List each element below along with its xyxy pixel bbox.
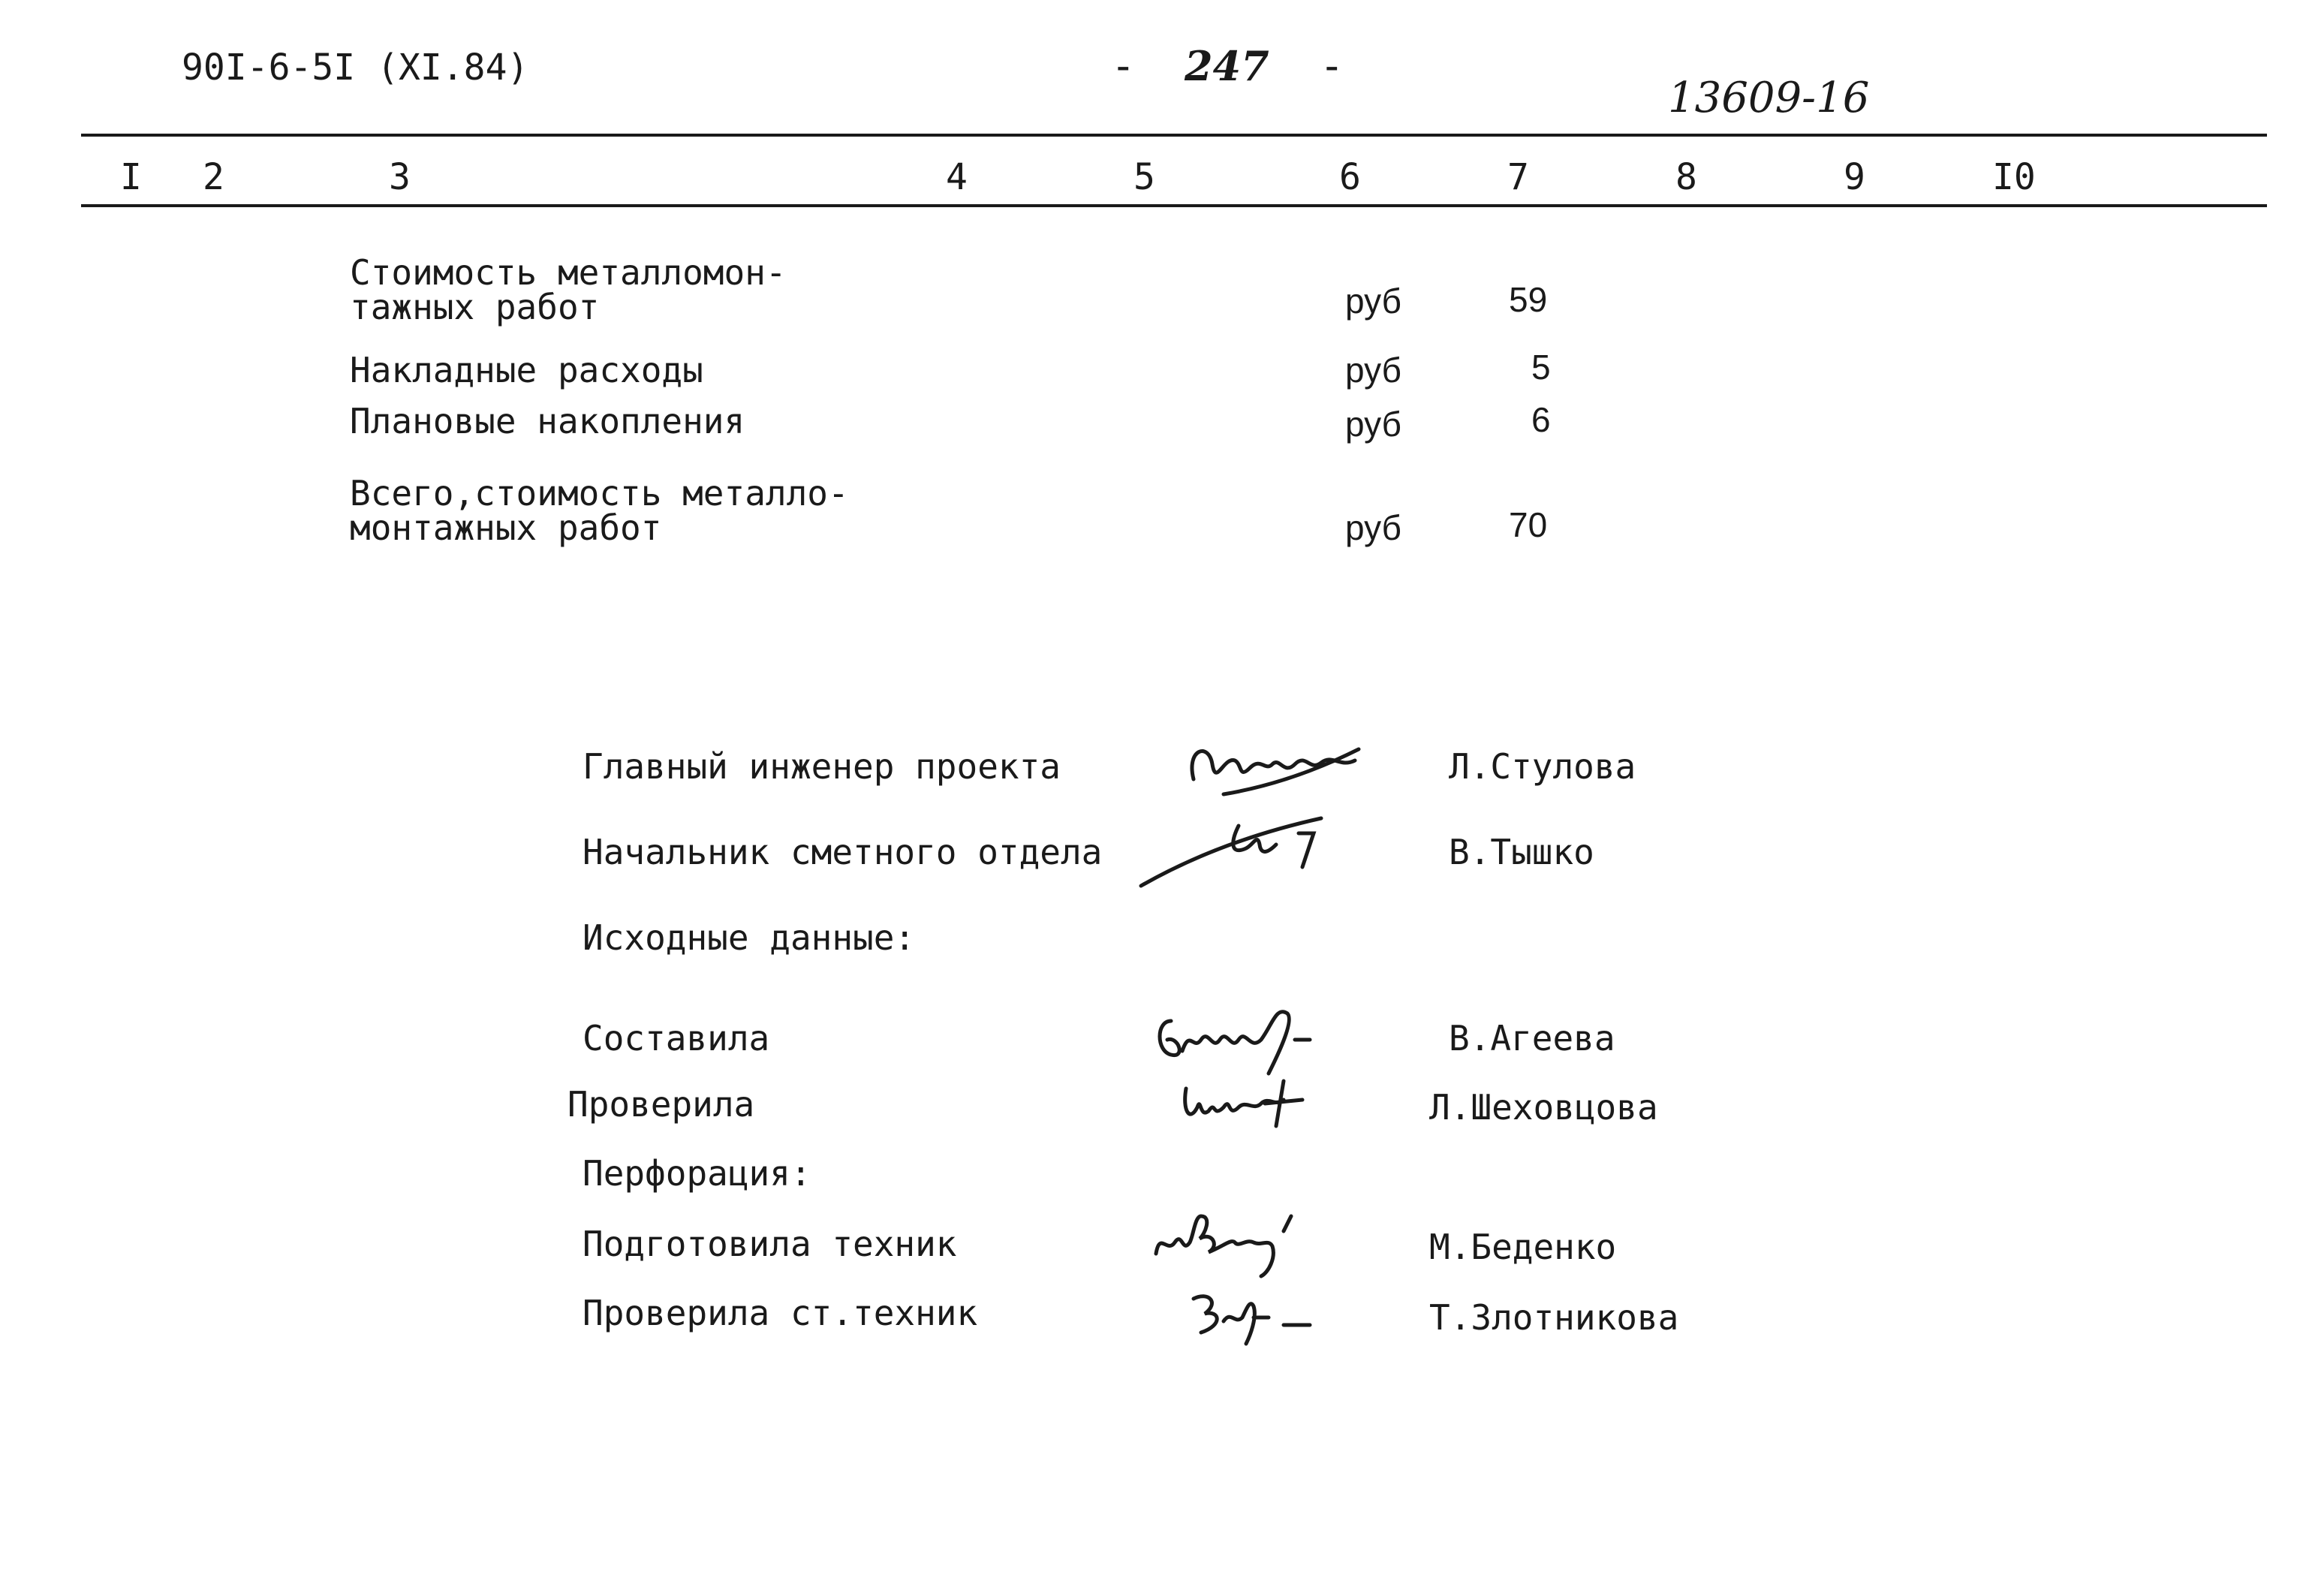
column-number: I: [120, 156, 142, 198]
signer-name: Л.Стулова: [1449, 746, 1636, 787]
row-name-line1: Стоимость металломон-: [350, 252, 787, 293]
signer-name: М.Беденко: [1429, 1227, 1617, 1267]
signature-mark: [1179, 1276, 1329, 1351]
signer-name: Л.Шеховцова: [1429, 1087, 1658, 1128]
row-name-line2: монтажных работ: [350, 507, 662, 548]
signature-role: Начальник сметного отдела: [583, 832, 1103, 872]
column-number: I0: [1992, 156, 2036, 198]
row-name-line1: Всего,стоимость металло-: [350, 473, 849, 513]
row-unit: руб: [1345, 282, 1401, 321]
row-value: 5: [1531, 348, 1551, 387]
signature-role: Проверила ст.техник: [583, 1293, 978, 1333]
column-number: 7: [1507, 156, 1529, 198]
signature-mark: [1171, 1066, 1321, 1141]
archive-number: 13609-16: [1668, 74, 1870, 122]
header-rule-bottom: [81, 204, 2267, 207]
section-label: Перфорация:: [583, 1153, 811, 1194]
row-name-line1: Плановые накопления: [350, 401, 745, 441]
signature-mark: [1133, 811, 1329, 893]
page-number-suffix: -: [1320, 42, 1344, 89]
row-unit: руб: [1345, 508, 1401, 547]
row-value: 59: [1509, 280, 1548, 319]
row-name-line1: Накладные расходы: [350, 350, 703, 390]
header-rule-top: [81, 134, 2267, 137]
section-label: Исходные данные:: [583, 917, 916, 958]
column-number: 2: [203, 156, 224, 198]
column-number: 3: [389, 156, 411, 198]
signature-mark: [1141, 1201, 1336, 1284]
signature-role: Составила: [583, 1018, 770, 1058]
row-unit: руб: [1345, 405, 1401, 444]
column-number: 6: [1339, 156, 1361, 198]
signature-role: Подготовила техник: [583, 1224, 957, 1264]
signature-mark: [1179, 727, 1374, 802]
row-name-line2: тажных работ: [350, 287, 600, 327]
page-number-prefix: -: [1111, 42, 1136, 89]
signature-role: Главный инженер проекта: [583, 746, 1061, 787]
column-number: 8: [1675, 156, 1697, 198]
signer-name: В.Агеева: [1449, 1018, 1615, 1058]
signer-name: Т.Злотникова: [1429, 1297, 1679, 1338]
column-number: 4: [946, 156, 968, 198]
row-unit: руб: [1345, 351, 1401, 390]
document-code: 90I-6-5I (XI.84): [182, 47, 529, 89]
row-value: 70: [1509, 505, 1548, 544]
signer-name: В.Тышко: [1449, 832, 1594, 872]
signature-role: Проверила: [567, 1084, 755, 1125]
row-value: 6: [1531, 400, 1551, 439]
column-number: 9: [1844, 156, 1865, 198]
column-number: 5: [1133, 156, 1155, 198]
page-number: 247: [1185, 42, 1269, 90]
